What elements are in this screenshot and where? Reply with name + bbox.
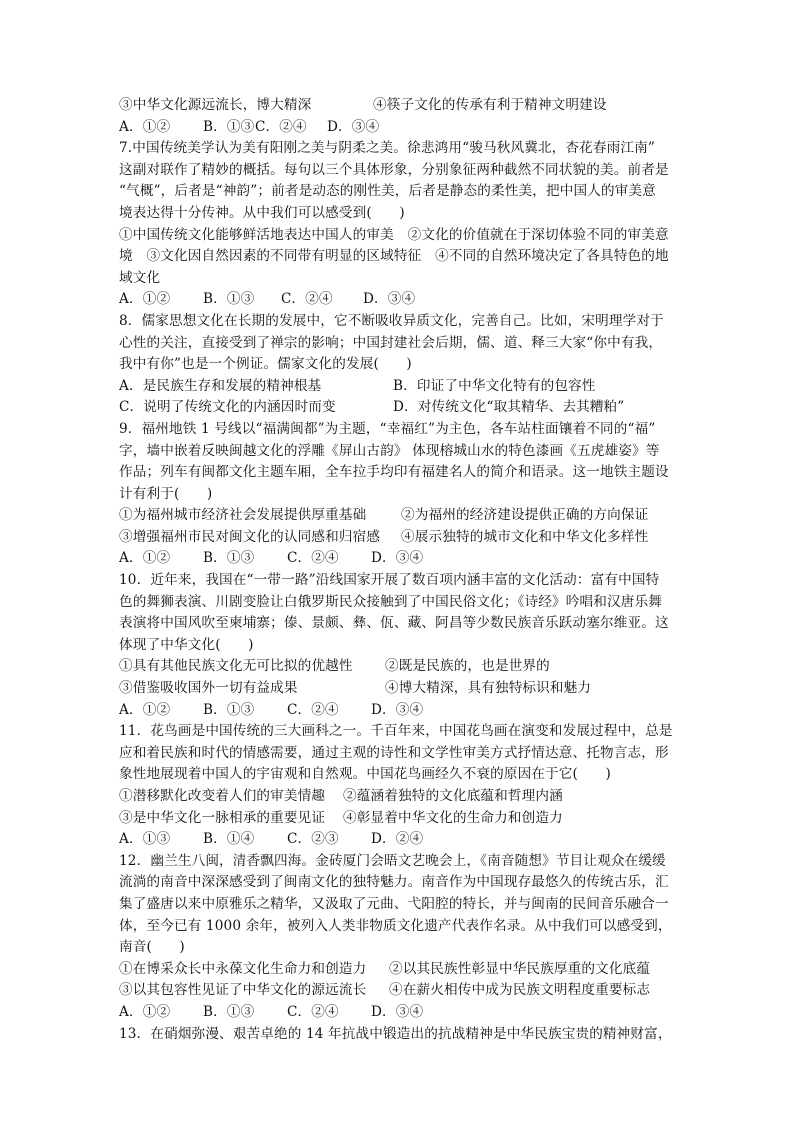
- question-9-text: 计有利于( ): [119, 485, 213, 502]
- question-9-text: 9．福州地铁 1 号线以“福满闽都”为主题，“幸福红”为主色，各车站柱面镶着不同的“福”: [119, 420, 656, 437]
- question-11-text: 11．花鸟画是中国传统的三大画科之一。千百年来，中国花鸟画在演变和发展过程中，总是: [119, 723, 673, 740]
- item-3: ③增强福州市民对闽文化的认同感和归宿感: [119, 528, 381, 545]
- question-8-options: [119, 376, 679, 398]
- question-9-statements: [119, 527, 679, 549]
- question-11-text: 应和着民族和时代的情感需要，通过主观的诗性和文学性审美方式抒情达意、托物言志，形: [119, 744, 669, 761]
- question-10-text: 表演将中国风吹至柬埔寨；傣、景颇、彝、佤、藏、阿昌等少数民族音乐跃动塞尔维亚。这: [119, 615, 669, 632]
- item-4: ④展示独特的城市文化和中华文化多样性: [401, 528, 649, 545]
- question-7-text: 这副对联作了精妙的概括。每句以三个具体形象，分别象征两种截然不同状貌的美。前者是: [119, 161, 669, 178]
- item-2: ②以其民族性彰显中华民族厚重的文化底蕴: [389, 960, 651, 977]
- option-b: B．①③: [203, 118, 255, 135]
- item-1: ①具有其他民族文化无可比拟的优越性: [119, 658, 353, 675]
- question-7-statements: ①中国传统文化能够鲜活地表达中国人的审美 ②文化的价值就在于深切体验不同的审美意: [119, 226, 669, 243]
- question-11-statements: [119, 786, 679, 808]
- question-10-text: 10．近年来，我国在“一带一路”沿线国家开展了数百项内涵丰富的文化活动：富有中国特: [119, 572, 660, 589]
- document-page: [119, 95, 679, 1045]
- question-12-text: 集了盛唐以来中原雅乐之精华，又汲取了元曲、弋阳腔的特长，并与闽南的民间音乐融合一: [119, 895, 669, 912]
- question-12-text: 南音( ): [119, 939, 185, 956]
- option-c: C．②④: [255, 118, 307, 135]
- question-7-statements: 境 ③文化因自然因素的不同带有明显的区域特征 ④不同的自然环境决定了各具特色的地: [119, 248, 669, 265]
- question-11-text: 象性地展现着中国人的宇宙观和自然观。中国花鸟画经久不衰的原因在于它( ): [119, 766, 611, 783]
- item-2: ②为福州的经济建设提供正确的方向保证: [401, 507, 649, 524]
- question-8-text: 心性的关注，直接受到了禅宗的影响；中国封建社会后期，儒、道、释三大家“你中有我，: [119, 334, 663, 351]
- line-1: [119, 95, 679, 117]
- question-12-statements: [119, 980, 679, 1002]
- item-4: ④彰显着中华文化的生命力和创造力: [343, 809, 563, 826]
- question-7-text: 7.中国传统美学认为美有阳刚之美与阴柔之美。徐悲鸿用“骏马秋风冀北，杏花春雨江南”: [119, 140, 655, 157]
- question-8-options: [119, 397, 679, 419]
- item-1: ①潜移默化改变着人们的审美情趣: [119, 788, 326, 804]
- option-d: D．对传统文化“取其精华、去其糟粕”: [393, 399, 625, 416]
- question-7-statements: 域文化: [119, 269, 161, 286]
- answer-options: [119, 829, 679, 851]
- question-8-text: 我中有你”也是一个例证。儒家文化的发展( ): [119, 356, 412, 373]
- option-c: C．说明了传统文化的内涵因时而变: [119, 399, 336, 416]
- answer-options: [119, 289, 679, 311]
- option-b: B．①③: [203, 1003, 255, 1020]
- option-b: B．①④: [203, 831, 255, 848]
- question-12-text: 体，至今已有 1000 余年，被列入人类非物质文化遗产代表作名录。从中我们可以感受到，: [119, 917, 672, 934]
- question-10-text: 色的舞狮表演、川剧变脸让白俄罗斯民众接触到了中国民俗文化；《诗经》吟唱和汉唐乐舞: [119, 593, 662, 610]
- answer-options: [119, 1002, 679, 1024]
- question-9-text: 作品；列车有闽都文化主题车厢，全车拉手均印有福建名人的简介和语录。这一地铁主题设: [119, 464, 669, 481]
- option-a: A．①②: [119, 701, 171, 718]
- item-3: ③借鉴吸收国外一切有益成果: [119, 680, 298, 697]
- question-10-statements: [119, 678, 679, 700]
- option-d: D．③④: [327, 118, 380, 135]
- option-d: D．③④: [371, 1003, 424, 1020]
- option-b: B．①③: [203, 291, 255, 308]
- item-3: ③中华文化源远流长，博大精深: [119, 97, 312, 113]
- question-12-text: 流淌的南音中深深感受到了闽南文化的独特魅力。南音作为中国现存最悠久的传统古乐，汇: [119, 874, 669, 891]
- option-b: B．印证了中华文化特有的包容性: [393, 377, 596, 394]
- option-b: B．①③: [203, 701, 255, 718]
- item-1: ①为福州城市经济社会发展提供厚重基础: [119, 507, 367, 524]
- question-9-text: 字，墙中嵌着反映闽越文化的浮雕《屏山古韵》 体现榕城山水的特色漆画《五虎雄姿》等: [119, 442, 660, 459]
- question-10-text: 体现了中华文化( ): [119, 636, 254, 653]
- option-a: A．①②: [119, 118, 171, 135]
- question-12-text: 12．幽兰生八闽，清香飘四海。金砖厦门会晤文艺晚会上，《南音随想》节目让观众在缓缓: [119, 852, 666, 869]
- option-d: D．③④: [363, 291, 416, 308]
- option-c: C．②③: [287, 831, 339, 848]
- item-4: ④筷子文化的传承有利于精神文明建设: [373, 97, 607, 113]
- option-d: D．③④: [371, 701, 424, 718]
- option-a: A．是民族生存和发展的精神根基: [119, 377, 322, 394]
- question-11-statements: [119, 808, 679, 830]
- item-2: ②蕴涵着独特的文化底蕴和哲理内涵: [343, 788, 563, 804]
- option-a: A．①②: [119, 291, 171, 308]
- question-10-statements: [119, 656, 679, 678]
- answer-options: [119, 700, 679, 722]
- option-c: C．②④: [287, 1003, 339, 1020]
- question-9-statements: [119, 505, 679, 527]
- item-3: ③是中华文化一脉相承的重要见证: [119, 809, 326, 826]
- option-b: B．①③: [203, 550, 255, 567]
- item-4: ④在薪火相传中成为民族文明程度重要标志: [389, 982, 651, 999]
- answer-options: [119, 548, 679, 570]
- option-a: A．①②: [119, 550, 171, 567]
- option-d: D．②④: [371, 831, 424, 848]
- question-12-statements: [119, 959, 679, 981]
- question-8-text: 8．儒家思想文化在长期的发展中，它不断吸收异质文化，完善自己。比如，宋明理学对于: [119, 312, 664, 329]
- question-7-text: 境表达得十分传神。从中我们可以感受到( ): [119, 204, 405, 221]
- item-2: ②既是民族的，也是世界的: [385, 658, 550, 675]
- item-1: ①在博采众长中永葆文化生命力和创造力: [119, 960, 367, 977]
- option-a: A．①③: [119, 831, 171, 848]
- item-3: ③以其包容性见证了中华文化的源远流长: [119, 982, 367, 999]
- answer-options: [119, 117, 679, 139]
- item-4: ④博大精深，具有独特标识和魅力: [385, 680, 592, 697]
- question-7-text: “气概”，后者是“神韵”；前者是动态的刚性美，后者是静态的柔性美，把中国人的审美意: [119, 183, 656, 200]
- question-13-text: 13．在硝烟弥漫、艰苦卓绝的 14 年抗战中锻造出的抗战精神是中华民族宝贵的精神财富，: [119, 1025, 672, 1042]
- option-c: C．②④: [281, 291, 333, 308]
- option-a: A．①②: [119, 1003, 171, 1020]
- option-c: C．②④: [287, 701, 339, 718]
- option-d: D．③④: [371, 550, 424, 567]
- option-c: C．②④: [287, 550, 339, 567]
